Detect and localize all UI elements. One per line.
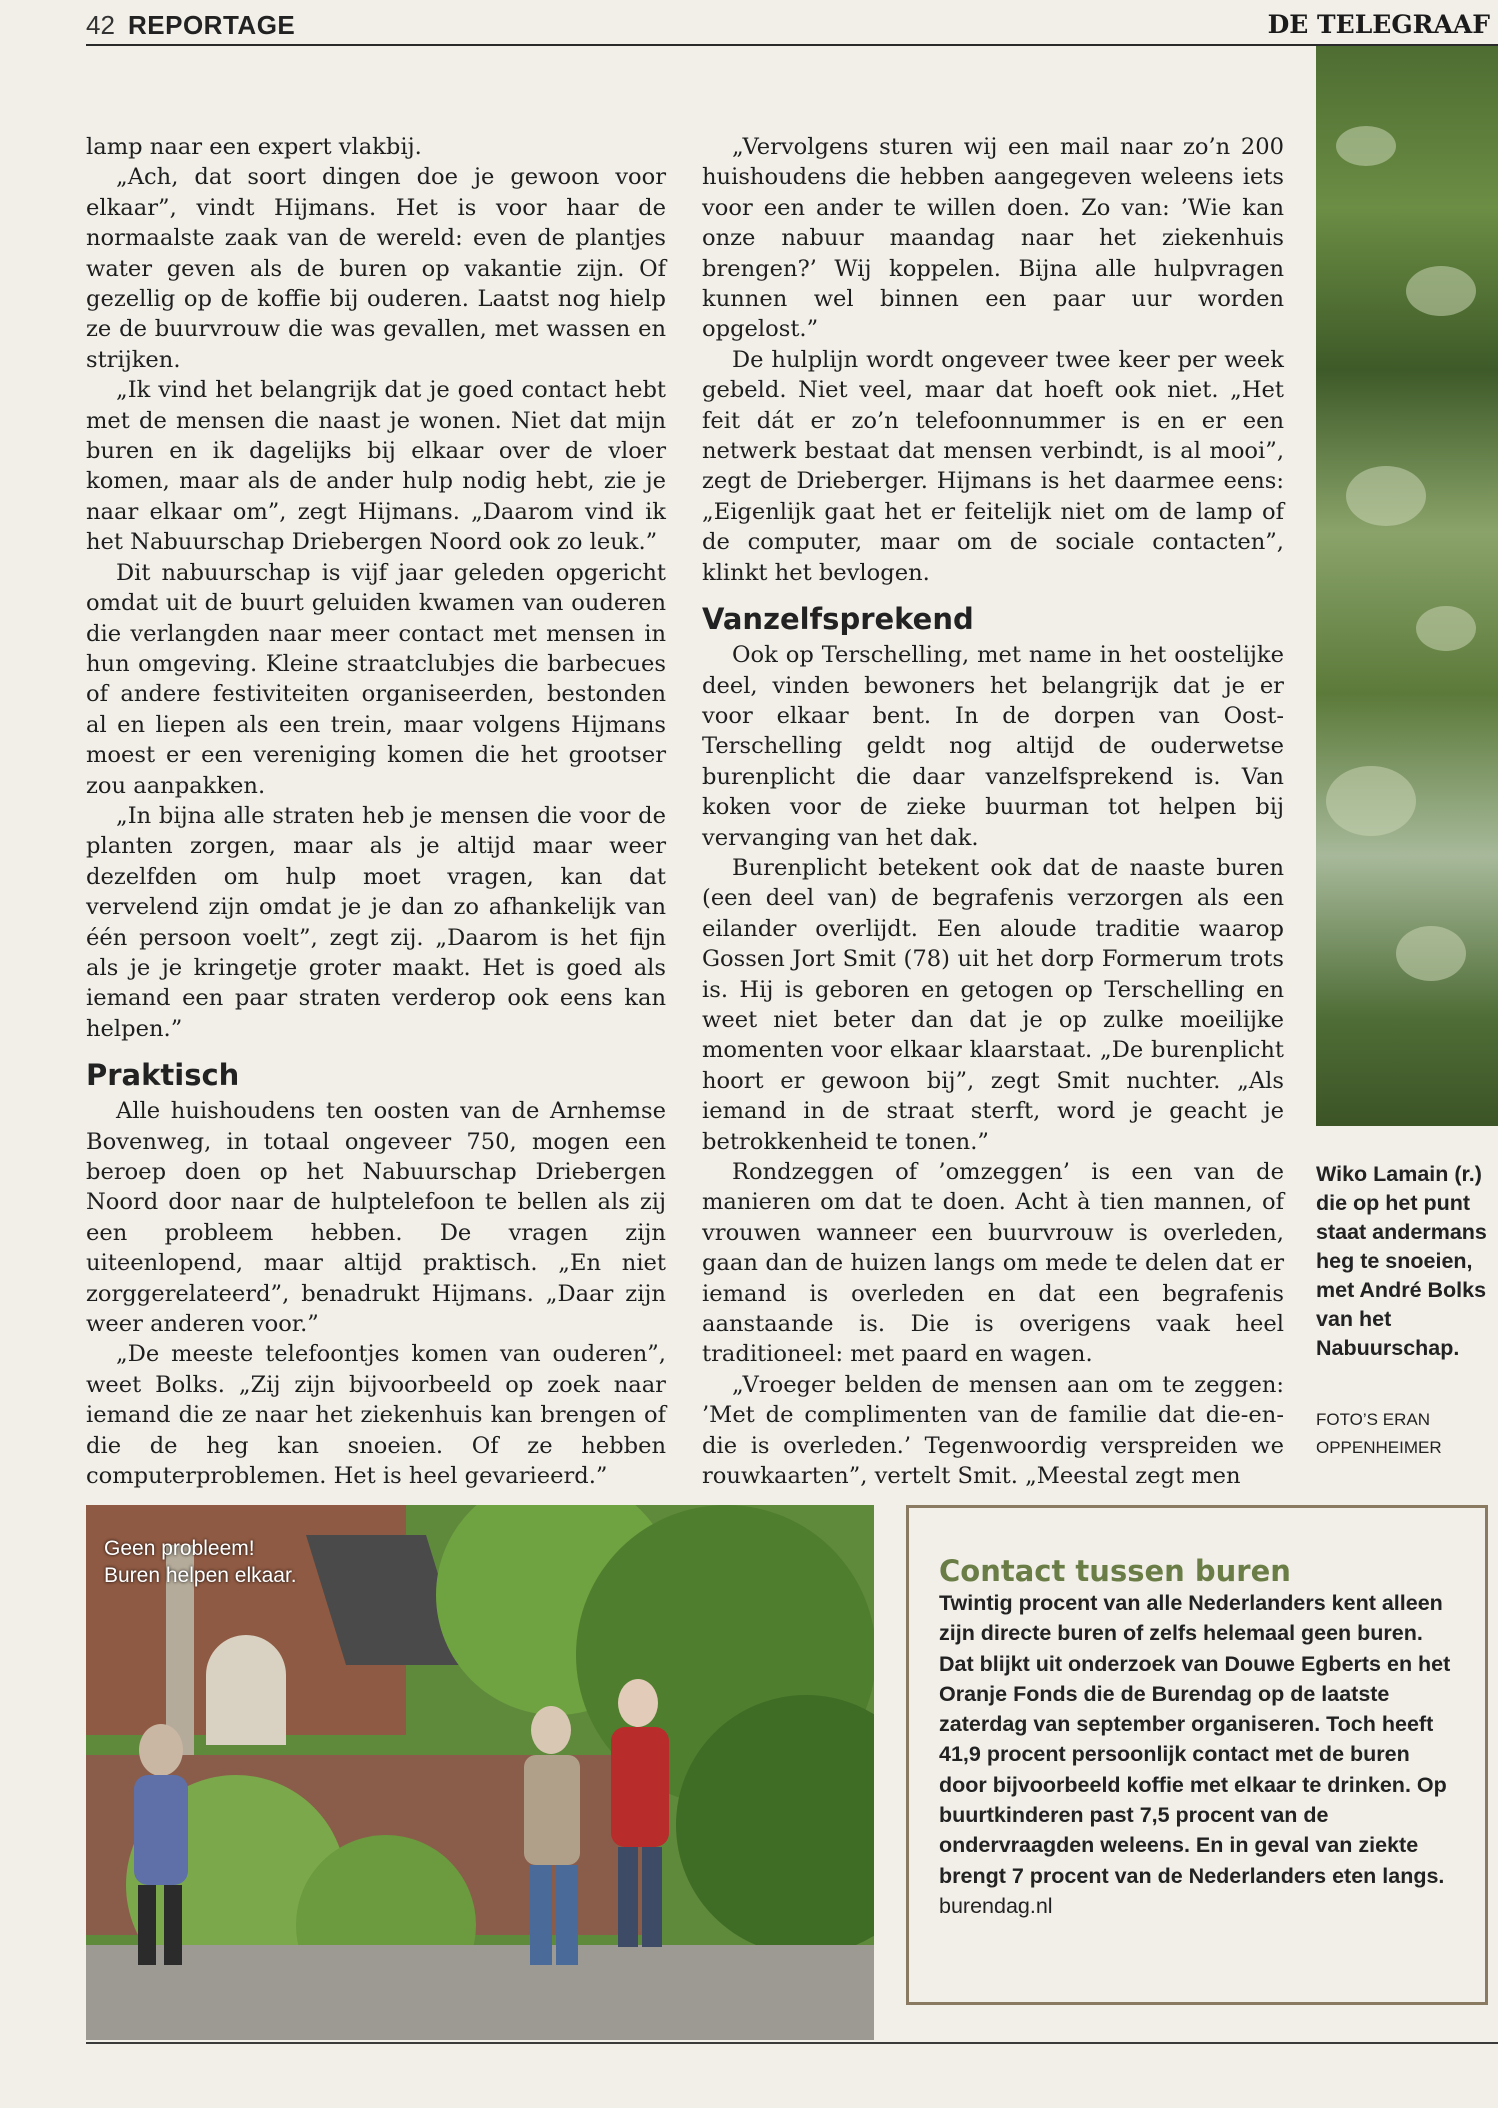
paragraph: „Ik vind het belangrijk dat je goed contact hebt met de mensen die naast je wonen. Niet dat mijn buren en ik dagelijks bij elkaar over de vloer komen, maar als de ander hulp nodig hebt, zie je naar elkaar om”, zegt Hijmans. „Daarom vind ik het Nabuurschap Driebergen Noord ook zo leuk.”: [86, 377, 666, 556]
fact-box: [906, 1505, 1488, 2005]
paragraph: „In bijna alle straten heb je mensen die voor de planten zorgen, maar als je altijd maar weer dezelfden om hulp moet vragen, kan dat vervelend zijn omdat je je dan zo afhankelijk van één persoon voelt”, zegt zij. „Daarom is het fijn als je je kringetje groter maakt. Het is goed als iemand een paar straten verderop ook eens kan helpen.”: [86, 802, 666, 1042]
photo-credit: FOTO’S ERAN OPPENHEIMER: [1316, 1410, 1442, 1457]
paragraph: Ook op Terschelling, met name in het oostelijke deel, vinden bewoners het belangrijk dat je er voor elkaar bent. In de dorpen van Oost-Terschelling geldt nog altijd de ouderwetse burenplicht die daar vanzelfsprekend is. Van koken voor de zieke buurman tot helpen bij vervanging van het dak.: [702, 642, 1284, 851]
paragraph: „Vervolgens sturen wij een mail naar zo’n 200 huishoudens die hebben aangegeven weleens iets voor een ander te willen doen. Zo van: ’Wie kan onze nabuur maandag naar het ziekenhuis brengen?’ Wij koppelen. Bijna alle hulpvragen kunnen wel binnen een paar uur worden opgelost.”: [702, 134, 1284, 343]
article-column-middle: [702, 132, 1284, 1491]
fact-box-link[interactable]: burendag.nl: [939, 1893, 1053, 1918]
paragraph: „Vroeger belden de mensen aan om te zeggen: ’Met de complimenten van de familie dat die-en-die is overleden.’ Tegenwoordig verspreiden we rouwkaarten”, vertelt Smit. „Meestal zegt men: [702, 1371, 1284, 1490]
section-label: REPORTAGE: [128, 10, 296, 40]
newspaper-logo: DE TELEGRAAF: [1267, 10, 1490, 39]
overlay-line: Buren helpen elkaar.: [104, 1564, 297, 1587]
page-number: 42: [86, 10, 115, 40]
page-header: [86, 8, 1498, 46]
photo-overlay-label: [104, 1535, 297, 1589]
paragraph: „Ach, dat soort dingen doe je gewoon voor elkaar”, vindt Hijmans. Het is voor haar de normaalste zaak van de wereld: even de plantjes water geven als de buren op vakantie zijn. Of gezellig op de koffie bij ouderen. Laatst nog hielp ze de buurvrouw die was gevallen, met wassen en strijken.: [86, 164, 666, 373]
paragraph: Alle huishoudens ten oosten van de Arnhemse Bovenweg, in totaal ongeveer 750, mogen een beroep doen op het Nabuurschap Driebergen Noord door naar de hulptelefoon te bellen als zij een probleem hebben. De vragen zijn uiteenlopend, maar altijd praktisch. „En niet zorggerelateerd”, benadrukt Hijmans. „Daar zijn weer anderen voor.”: [86, 1098, 666, 1338]
paragraph: lamp naar een expert vlakbij.: [86, 134, 422, 160]
subheading: Vanzelfsprekend: [702, 602, 974, 637]
subheading: Praktisch: [86, 1058, 240, 1093]
overlay-line: Geen probleem!: [104, 1537, 255, 1560]
paragraph: „De meeste telefoontjes komen van ouderen”, weet Bolks. „Zij zijn bijvoorbeeld op zoek naar iemand die ze naar het ziekenhuis kan brengen of die de heg kan snoeien. Of ze hebben computerproblemen. Het is heel gevarieerd.”: [86, 1341, 666, 1490]
paragraph: Dit nabuurschap is vijf jaar geleden opgericht omdat uit de buurt geluiden kwamen van ouderen die verlangden naar meer contact met mensen in hun omgeving. Kleine straatclubjes die barbecues of andere festiviteiten organiseerden, bestonden al en liepen als een trein, maar volgens Hijmans moest er een vereniging komen die het grootser zou aanpakken.: [86, 559, 666, 799]
neighbors-photo: [86, 1505, 874, 2040]
paragraph: Burenplicht betekent ook dat de naaste buren (een deel van) de begrafenis verzorgen als een eilander overlijdt. Een aloude traditie waarop Gossen Jort Smit (78) uit het dorp Formerum trots is. Hij is geboren en getogen op Terschelling en weet niet beter dan dat je op zulke moeilijke momenten voor elkaar klaarstaat. „De burenplicht hoort er gewoon bij”, zegt Smit nuchter. „Als iemand in de straat sterft, word je geacht je betrokkenheid te tonen.”: [702, 854, 1284, 1155]
fact-box-title: Contact tussen buren: [939, 1554, 1291, 1588]
article-column-left: [86, 132, 666, 1491]
photo-caption: Wiko Lamain (r.) die op het punt staat andermans heg te snoeien, met André Bolks van het Nabuurschap.: [1316, 1162, 1487, 1360]
hedge-photo: [1316, 46, 1498, 1126]
paragraph: Rondzeggen of ’omzeggen’ is een van de manieren om dat te doen. Acht à tien mannen, of vrouwen wanneer een buurvrouw is overleden, gaan dan de huizen langs om mede te delen dat er iemand is overleden en dat een begrafenis aanstaande is. Die is overigens vaak heel traditioneel: met paard en wagen.: [702, 1159, 1284, 1368]
fact-box-text: Twintig procent van alle Nederlanders kent alleen zijn directe buren of zelfs helemaal geen buren. Dat blijkt uit onderzoek van Douwe Egberts en het Oranje Fonds die de Burendag op de laatste zaterdag van september organiseren. Toch heeft 41,9 procent persoonlijk contact met de buren door bijvoorbeeld koffie met elkaar te drinken. Op buurtkinderen past 7,5 procent van de ondervraagden weleens. En in geval van ziekte brengt 7 procent van de Nederlanders eten langs.: [939, 1591, 1451, 1888]
bottom-divider: [86, 2042, 1498, 2044]
paragraph: De hulplijn wordt ongeveer twee keer per week gebeld. Niet veel, maar dat hoeft ook niet. „Het feit dát er zo’n telefoonnummer is en er een netwerk bestaat dat mensen verbindt, is al mooi”, zegt de Drieberger. Hijmans is het daarmee eens: „Eigenlijk gaat het er feitelijk niet om de lamp of de computer, maar om de sociale contacten”, klinkt het bevlogen.: [702, 346, 1284, 586]
